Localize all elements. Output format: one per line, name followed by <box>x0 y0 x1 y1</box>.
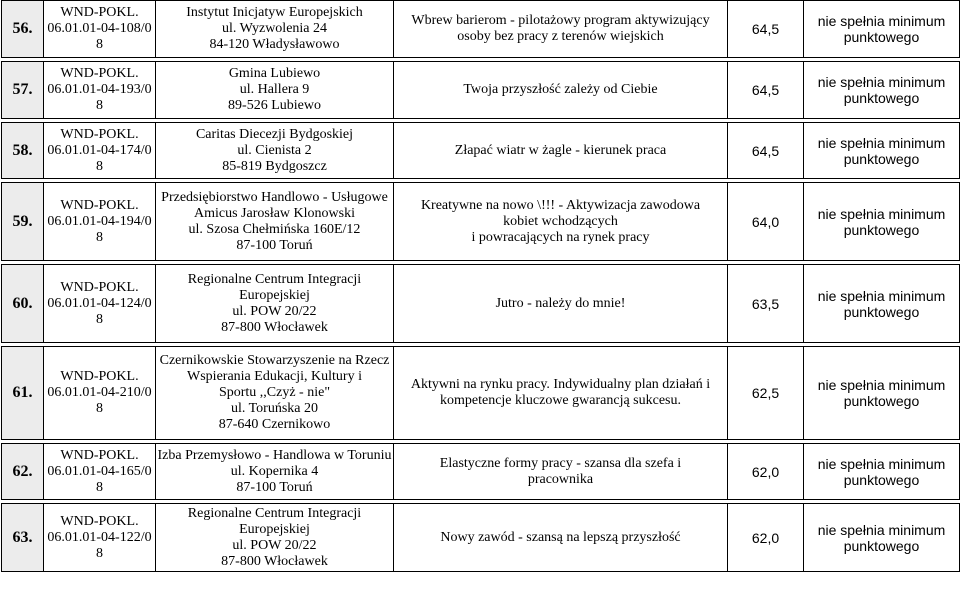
institution-line: Amicus Jarosław Klonowski <box>194 205 355 221</box>
institution-line: ul. POW 20/22 <box>232 537 317 553</box>
table-row <box>2 123 960 179</box>
application-number-line: 06.01.01-04-210/0 <box>47 385 152 400</box>
table-row <box>2 504 960 572</box>
institution-line: 85-819 Bydgoszcz <box>222 158 327 174</box>
project-title-line: pracownika <box>527 471 594 487</box>
institution-cell <box>156 347 394 440</box>
project-title-cell <box>394 183 728 261</box>
project-title-line: i powracających na rynek pracy <box>471 229 650 245</box>
status-cell <box>804 347 960 440</box>
table-row <box>2 62 960 119</box>
status-line: nie spełnia minimum <box>817 13 946 29</box>
application-number-cell <box>44 62 156 119</box>
institution-line: 87-100 Toruń <box>236 237 313 253</box>
institution-line: Gmina Lubiewo <box>228 66 321 81</box>
institution-line: ul. Kopernika 4 <box>230 463 319 479</box>
row-number-cell: 60. <box>2 265 44 343</box>
institution-line: Caritas Diecezji Bydgoskiej <box>195 126 354 142</box>
application-number-line: 06.01.01-04-108/0 <box>47 21 152 36</box>
application-number-cell <box>44 504 156 572</box>
status-line: punktowego <box>843 303 920 320</box>
score-cell: 62,0 <box>728 504 804 572</box>
status-cell <box>804 504 960 572</box>
application-number-line: WND-POKL. <box>60 369 139 384</box>
status-line: nie spełnia minimum <box>817 521 946 538</box>
status-cell <box>804 123 960 179</box>
application-number-line: WND-POKL. <box>60 126 139 142</box>
institution-line: Europejskiej <box>239 287 310 303</box>
project-title-cell <box>394 62 728 119</box>
application-number-line: 8 <box>96 311 103 327</box>
application-number-line: WND-POKL. <box>60 5 139 20</box>
status-line: punktowego <box>843 393 920 409</box>
institution-line: ul. POW 20/22 <box>232 303 317 319</box>
project-title-cell <box>394 504 728 572</box>
row-number-cell: 63. <box>2 504 44 572</box>
application-number-cell <box>44 123 156 179</box>
row-number-cell: 59. <box>2 183 44 261</box>
project-title-line: Kreatywne na nowo \!!! - Aktywizacja zawodowa <box>420 197 701 213</box>
project-title-cell <box>394 444 728 500</box>
institution-line: 87-800 Włocławek <box>221 319 328 335</box>
application-number-cell <box>44 183 156 261</box>
institution-line: Regionalne Centrum Integracji <box>187 271 362 287</box>
row-number-cell: 61. <box>2 347 44 440</box>
application-number-line: 8 <box>96 37 103 52</box>
application-number-line: 06.01.01-04-124/0 <box>47 295 152 311</box>
score-cell: 63,5 <box>728 265 804 343</box>
status-cell <box>804 1 960 58</box>
ranking-table <box>1 0 960 572</box>
application-number-cell <box>44 265 156 343</box>
ranking-table-body <box>2 1 960 572</box>
institution-line: Czernikowskie Stowarzyszenie na Rzecz <box>159 353 390 368</box>
application-number-line: 06.01.01-04-194/0 <box>47 213 152 229</box>
project-title-cell <box>394 265 728 343</box>
institution-line: ul. Toruńska 20 <box>230 401 319 416</box>
application-number-cell <box>44 1 156 58</box>
application-number-line: 06.01.01-04-165/0 <box>47 463 152 479</box>
status-line: punktowego <box>843 90 920 106</box>
project-title-line: Wbrew barierom - pilotażowy program aktywizujący <box>411 13 710 28</box>
table-row <box>2 347 960 440</box>
score-cell: 62,0 <box>728 444 804 500</box>
institution-line: Przedsiębiorstwo Handlowo - Usługowe <box>161 189 388 205</box>
table-row <box>2 444 960 500</box>
application-number-line: 8 <box>96 98 103 113</box>
application-number-line: WND-POKL. <box>60 66 139 81</box>
status-cell <box>804 183 960 261</box>
status-cell <box>804 265 960 343</box>
row-number-cell: 62. <box>2 444 44 500</box>
status-cell <box>804 62 960 119</box>
institution-line: ul. Wyzwolenia 24 <box>221 21 328 36</box>
application-number-cell <box>44 347 156 440</box>
institution-line: ul. Szosa Chełmińska 160E/12 <box>188 221 361 237</box>
table-row <box>2 265 960 343</box>
application-number-line: 06.01.01-04-193/0 <box>47 82 152 97</box>
application-number-line: WND-POKL. <box>60 447 139 463</box>
institution-line: 87-640 Czernikowo <box>218 417 331 432</box>
application-number-line: WND-POKL. <box>60 279 139 295</box>
project-title-line: Twoja przyszłość zależy od Ciebie <box>463 82 658 97</box>
project-title-line: Złapać wiatr w żagle - kierunek praca <box>454 142 667 158</box>
institution-line: 84-120 Władysławowo <box>209 37 340 52</box>
project-title-line: kobiet wchodzących <box>503 213 618 229</box>
institution-cell <box>156 444 394 500</box>
score-cell: 64,5 <box>728 1 804 58</box>
status-line: punktowego <box>843 537 920 554</box>
project-title-line: Elastyczne formy pracy - szansa dla szefa i <box>439 455 682 471</box>
status-line: punktowego <box>843 29 920 45</box>
status-line: punktowego <box>843 221 920 238</box>
institution-line: 87-100 Toruń <box>236 479 313 495</box>
application-number-line: 8 <box>96 158 103 174</box>
institution-cell <box>156 265 394 343</box>
status-line: punktowego <box>843 471 920 488</box>
application-number-line: 06.01.01-04-174/0 <box>47 142 152 158</box>
institution-line: Wspierania Edukacji, Kultury i <box>187 369 362 384</box>
project-title-cell <box>394 1 728 58</box>
status-line: nie spełnia minimum <box>817 377 946 393</box>
application-number-line: 8 <box>96 545 103 561</box>
score-cell: 64,0 <box>728 183 804 261</box>
institution-line: Regionalne Centrum Integracji <box>187 505 362 521</box>
institution-line: ul. Hallera 9 <box>239 82 310 97</box>
institution-line: 89-526 Lubiewo <box>228 98 321 113</box>
row-number-cell: 58. <box>2 123 44 179</box>
status-cell <box>804 444 960 500</box>
institution-cell <box>156 62 394 119</box>
institution-cell <box>156 1 394 58</box>
status-line: nie spełnia minimum <box>817 205 946 222</box>
table-row <box>2 1 960 58</box>
row-number-cell: 56. <box>2 1 44 58</box>
status-line: punktowego <box>843 150 920 167</box>
status-line: nie spełnia minimum <box>817 74 946 90</box>
project-title-line: Aktywni na rynku pracy. Indywidualny plan działań i <box>410 377 711 392</box>
score-cell: 64,5 <box>728 123 804 179</box>
application-number-line: WND-POKL. <box>60 513 139 529</box>
institution-cell <box>156 504 394 572</box>
application-number-line: 8 <box>96 401 103 416</box>
institution-cell <box>156 123 394 179</box>
application-number-line: 8 <box>96 229 103 245</box>
score-cell: 64,5 <box>728 62 804 119</box>
institution-cell <box>156 183 394 261</box>
project-title-line: Nowy zawód - szansą na lepszą przyszłość <box>440 529 681 545</box>
application-number-line: WND-POKL. <box>60 197 139 213</box>
application-number-cell <box>44 444 156 500</box>
project-title-line: osoby bez pracy z terenów wiejskich <box>457 29 664 44</box>
institution-line: Sportu ,,Czyż - nie" <box>218 385 331 400</box>
institution-line: ul. Cienista 2 <box>237 142 312 158</box>
status-line: nie spełnia minimum <box>817 134 946 151</box>
institution-line: Europejskiej <box>239 521 310 537</box>
institution-line: 87-800 Włocławek <box>221 553 328 569</box>
application-number-line: 8 <box>96 479 103 495</box>
institution-line: Izba Przemysłowo - Handlowa w Toruniu <box>157 447 392 463</box>
institution-line: Instytut Inicjatyw Europejskich <box>186 5 363 20</box>
status-line: nie spełnia minimum <box>817 455 946 472</box>
score-cell: 62,5 <box>728 347 804 440</box>
project-title-line: Jutro - należy do mnie! <box>495 295 626 311</box>
project-title-line: kompetencje kluczowe gwarancją sukcesu. <box>439 393 681 408</box>
status-line: nie spełnia minimum <box>817 287 946 304</box>
project-title-cell <box>394 347 728 440</box>
application-number-line: 06.01.01-04-122/0 <box>47 529 152 545</box>
table-row <box>2 183 960 261</box>
project-title-cell <box>394 123 728 179</box>
row-number-cell: 57. <box>2 62 44 119</box>
